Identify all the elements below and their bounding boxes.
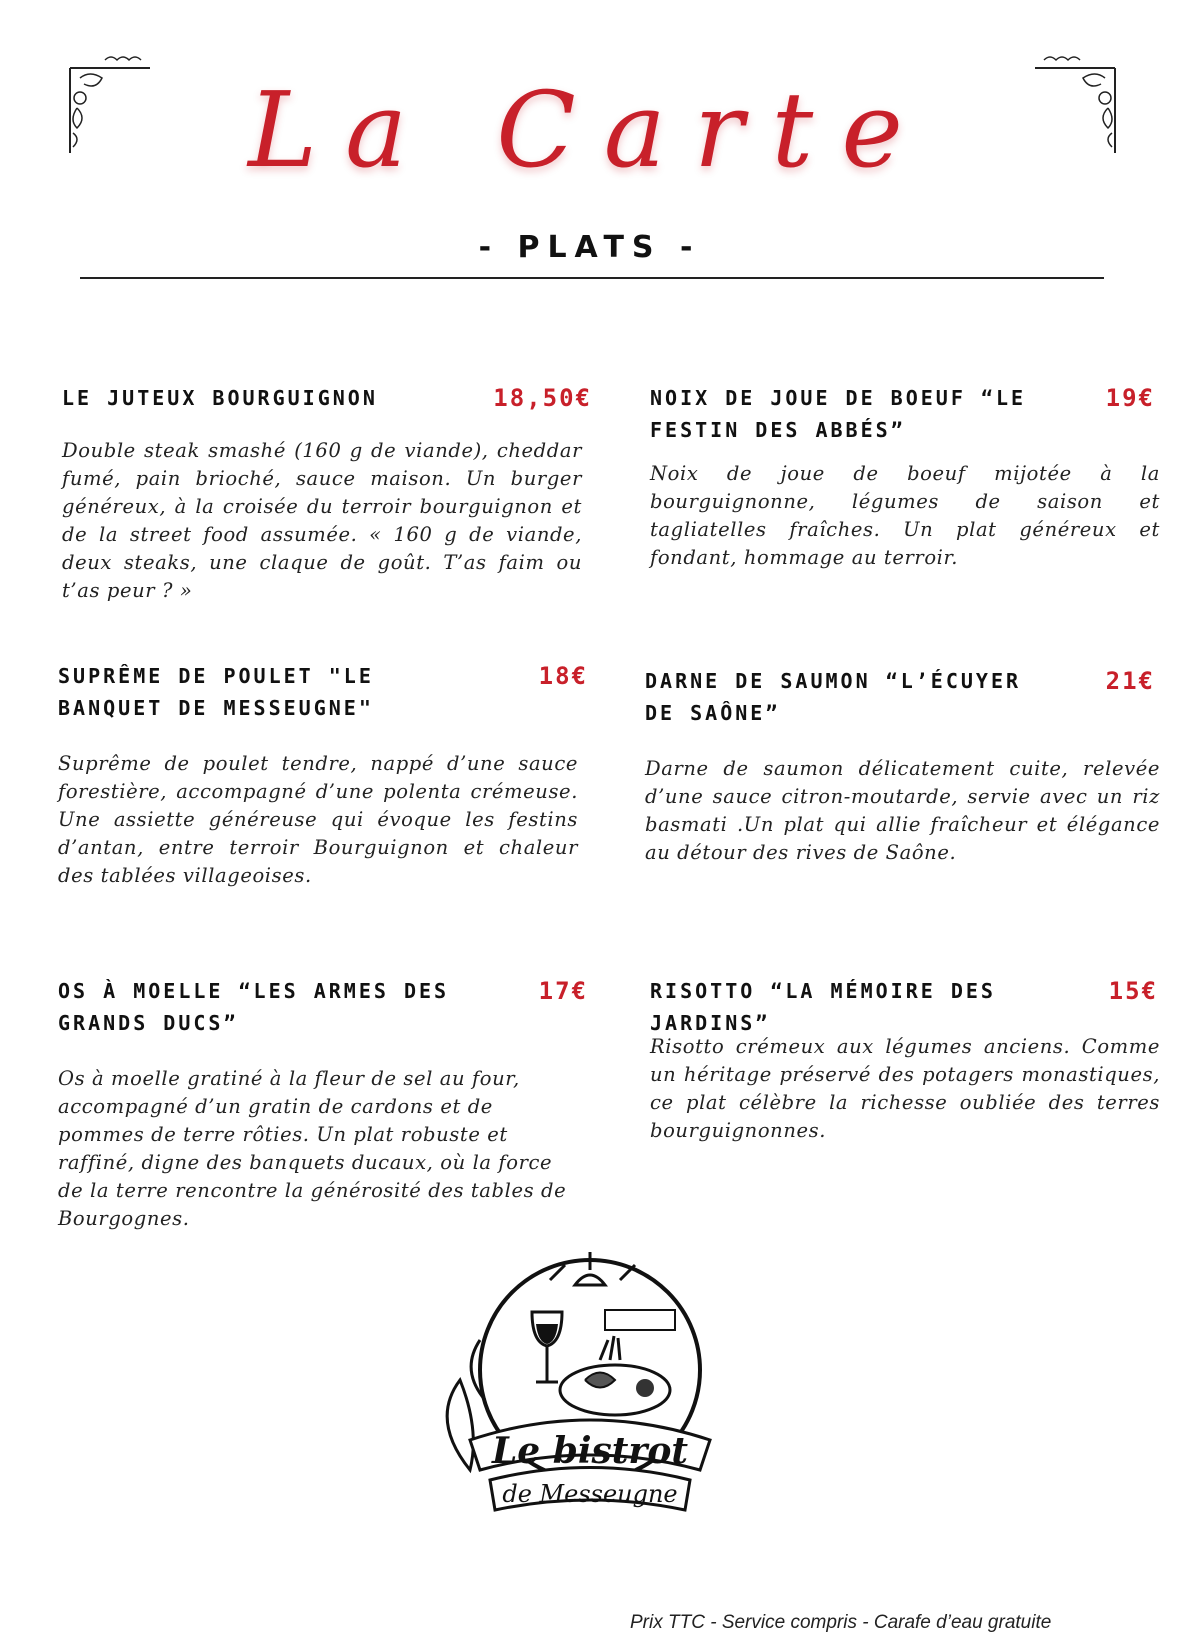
dish-price: 21€ — [1105, 667, 1155, 695]
dish-price: 19€ — [1105, 384, 1155, 412]
bistrot-logo-icon — [440, 1250, 740, 1550]
dish-description: Noix de joue de boeuf mijotée à la bourguignonne, légumes de saison et tagliatelles fraîches. Un plat généreux et fondant, hommage au terroir. — [650, 462, 1160, 569]
dish-description: Double steak smashé (160 g de viande), cheddar fumé, pain brioché, sauce maison. Un burger généreux, à la croisée du terroir bourguignon et de la street food assumée. « 160 g de viande, deux steaks, une claque de goût. T’as faim ou t’as peur ? » — [62, 439, 582, 602]
dish-name: DARNE DE SAUMON “L’ÉCUYER DE SAÔNE” — [645, 669, 1022, 725]
dish-description: Darne de saumon délicatement cuite, relevée d’une sauce citron-moutarde, servie avec un riz basmati .Un plat qui allie fraîcheur et élégance au détour des rives de Saône. — [645, 757, 1160, 864]
dish-description: Os à moelle gratiné à la fleur de sel au four, accompagné d’un gratin de cardons et de pommes de terre rôties. Un plat robuste et raffiné, digne des banquets ducaux, où la force de la terre rencontre la générosité des tables de Bourgognes. — [58, 1067, 567, 1230]
logo-line1: Le bistrot — [491, 1430, 689, 1472]
footer-note: Prix TTC - Service compris - Carafe d’eau gratuite — [630, 1612, 1052, 1633]
dish-name: NOIX DE JOUE DE BOEUF “LE FESTIN DES ABBÉS” — [650, 386, 1027, 442]
dish-name: SUPRÊME DE POULET "LE BANQUET DE MESSEUGNE" — [58, 664, 374, 720]
dish-description: Risotto crémeux aux légumes anciens. Comme un héritage préservé des potagers monastiques, ce plat célèbre la richesse oubliée des terres bourguignonnes. — [650, 1035, 1160, 1142]
dish-price: 17€ — [538, 977, 588, 1005]
dish-price: 15€ — [1108, 977, 1158, 1005]
dish-name: RISOTTO “LA MÉMOIRE DES JARDINS” — [650, 979, 996, 1035]
dish-description: Suprême de poulet tendre, nappé d’une sauce forestière, accompagné d’une polenta crémeuse. Une assiette généreuse qui évoque les festins d’antan, entre terroir Bourguignon et chaleur des tablées villageoises. — [58, 752, 578, 887]
header-divider — [80, 277, 1104, 279]
dish-price: 18,50€ — [493, 384, 592, 412]
logo-line2: de Messeugne — [502, 1480, 678, 1508]
dish-name: LE JUTEUX BOURGUIGNON — [62, 386, 378, 410]
dish-price: 18€ — [538, 662, 588, 690]
section-subtitle: - PLATS - — [478, 230, 701, 265]
dish-name: OS À MOELLE “LES ARMES DES GRANDS DUCS” — [58, 979, 450, 1035]
page-title: La Carte — [248, 69, 931, 191]
